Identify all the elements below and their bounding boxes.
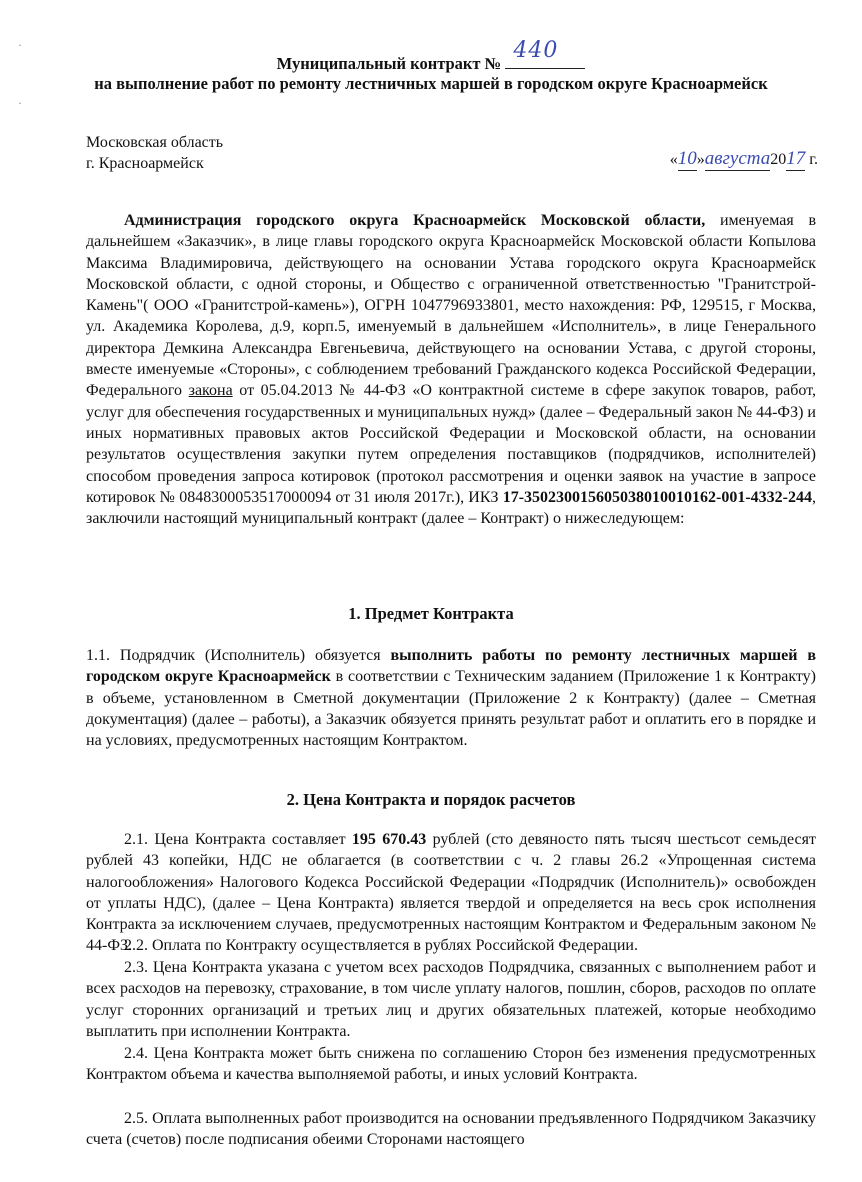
section-2-heading: 2. Цена Контракта и порядок расчетов [286, 790, 576, 809]
contract-price: 195 670.43 [351, 831, 427, 848]
law-link[interactable]: закона [188, 382, 233, 400]
date-suffix: г. [805, 151, 818, 168]
clause-2-1-text-a: Цена Контракта составляет [148, 831, 352, 848]
date-day: 10 [677, 148, 697, 169]
clause-2-5: 2.5. Оплата выполненных работ производится на основании предъявленного Подрядчиком Заказчику счета (счетов) после подписания обеими Сторонами настоящего [86, 1110, 816, 1149]
clause-1-1 [86, 645, 816, 751]
clause-1-1-subject: выполнить работы по ремонту лестничных маршей в городском округе Красноармейск [86, 647, 816, 686]
customer-name: Администрация городского округа Красноармейск Московской области, [124, 212, 706, 229]
place-block [86, 132, 223, 174]
preamble-text-2: от 05.04.2013 № 44-ФЗ «О контрактной системе в сфере закупок товаров, работ, услуг для обеспечения государственных и муниципальных нужд» (далее – Федеральный закон № 44-ФЗ) и иных нормативных правовых актов Российской Федерации и Московской области, на основании результатов осуществления закупки путем определения поставщиков (подрядчиков, исполнителей) способом проведения запроса котировок (протокол рассмотрения и оценки заявок на участие в запросе котировок № 0848300053517000094 от 31 июля 2017г.), ИКЗ [86, 382, 816, 506]
clause-2-1-number: 2.1. [124, 831, 148, 848]
preamble-text-1: именуемая в дальнейшем «Заказчик», в лице главы городского округа Красноармейск Московской области Копылова Максима Владимировича, действующего на основании Устава городского округа Красноармейск Московской области, с одной стороны, и Общество с ограниченной ответственностью "Гранитстрой-Камень"( ООО «Гранитстрой-камень»), ОГРН 1047796933801, место нахождения: РФ, 129515, г Москва, ул. Академика Королева, д.9, корп.5, именуемый в дальнейшем «Исполнитель», в лице Генерального директора Демкина Александра Евгеньевича, действующего на основании Устава, с другой стороны, вместе именуемые «Стороны», с соблюдением требований Гражданского кодекса Российской Федерации, Федерального [86, 212, 817, 400]
clause-1-1-number: 1.1. [86, 647, 110, 664]
date-month: августа [704, 148, 771, 169]
contract-number-handwritten: 440 [513, 38, 559, 63]
clause-1-1-text-a: Подрядчик (Исполнитель) обязуется [110, 647, 391, 664]
date-quote-open: « [669, 151, 678, 168]
preamble-paragraph [86, 210, 816, 529]
scan-mark: · [18, 38, 22, 52]
clause-2-4: 2.4. Цена Контракта может быть снижена по соглашению Сторон без изменения предусмотренных Контрактом объема и качества выполняемой работы, и иных условий Контракта. [86, 1045, 816, 1084]
clause-1-1-text-b: в соответствии с Техническим заданием (Приложение 1 к Контракту) в объеме, установленном в Сметной документации (Приложение 2 к Контракту) (далее – Сметная документация) (далее – работы), а Заказчик обязуется принять результат работ и оплатить его в порядке и на условиях, предусмотренных настоящим Контрактом. [86, 668, 816, 750]
contract-title-prefix: Муниципальный контракт № [276, 54, 502, 73]
contract-title [0, 38, 862, 74]
contract-date [670, 148, 818, 171]
date-quote-close: » [696, 151, 705, 168]
ikz-code: 17-350230015605038010010162-001-4332-244 [502, 488, 812, 506]
clause-2-2: 2.2. Оплата по Контракту осуществляется в рублях Российской Федерации. [124, 937, 638, 954]
date-year-suffix: 17 [786, 148, 806, 169]
clause-2-1-text-b: рублей (сто девяносто пять тысяч шестьсот семьдесят рублей 43 копейки, НДС не облагается (в соответствии с ч. 2 главы 26.2 «Упрощенная система налогообложения» Налогового Кодекса Российской Федерации «Подрядчик (Исполнитель)» освобожден от уплаты НДС), (далее – Цена Контракта) является твердой и определяется на весь срок исполнения Контракта за исключением случаев, предусмотренных настоящим Контрактом и Федеральным законом № 44-ФЗ. [86, 831, 817, 955]
scan-mark: · [18, 96, 22, 110]
contract-number-field [505, 38, 585, 69]
clause-2-3: 2.3. Цена Контракта указана с учетом всех расходов Подрядчика, связанных с выполнением работ и всех расходов на перевозку, страхование, в том числе уплату налогов, пошлин, сборов, расходов по оплате услуг сторонних организаций и третьих лиц и других обязательных платежей, которые необходимо выплатить при исполнении Контракта. [86, 959, 816, 1040]
date-year-prefix: 20 [770, 151, 787, 168]
contract-subtitle: на выполнение работ по ремонту лестничных маршей в городском округе Красноармейск [94, 74, 768, 93]
preamble-text-3: , заключили настоящий муниципальный контракт (далее – Контракт) о нижеследующем: [86, 488, 816, 528]
place-region: Московская область [86, 134, 224, 151]
section-1-heading: 1. Предмет Контракта [348, 604, 514, 623]
place-city: г. Красноармейск [86, 155, 204, 172]
